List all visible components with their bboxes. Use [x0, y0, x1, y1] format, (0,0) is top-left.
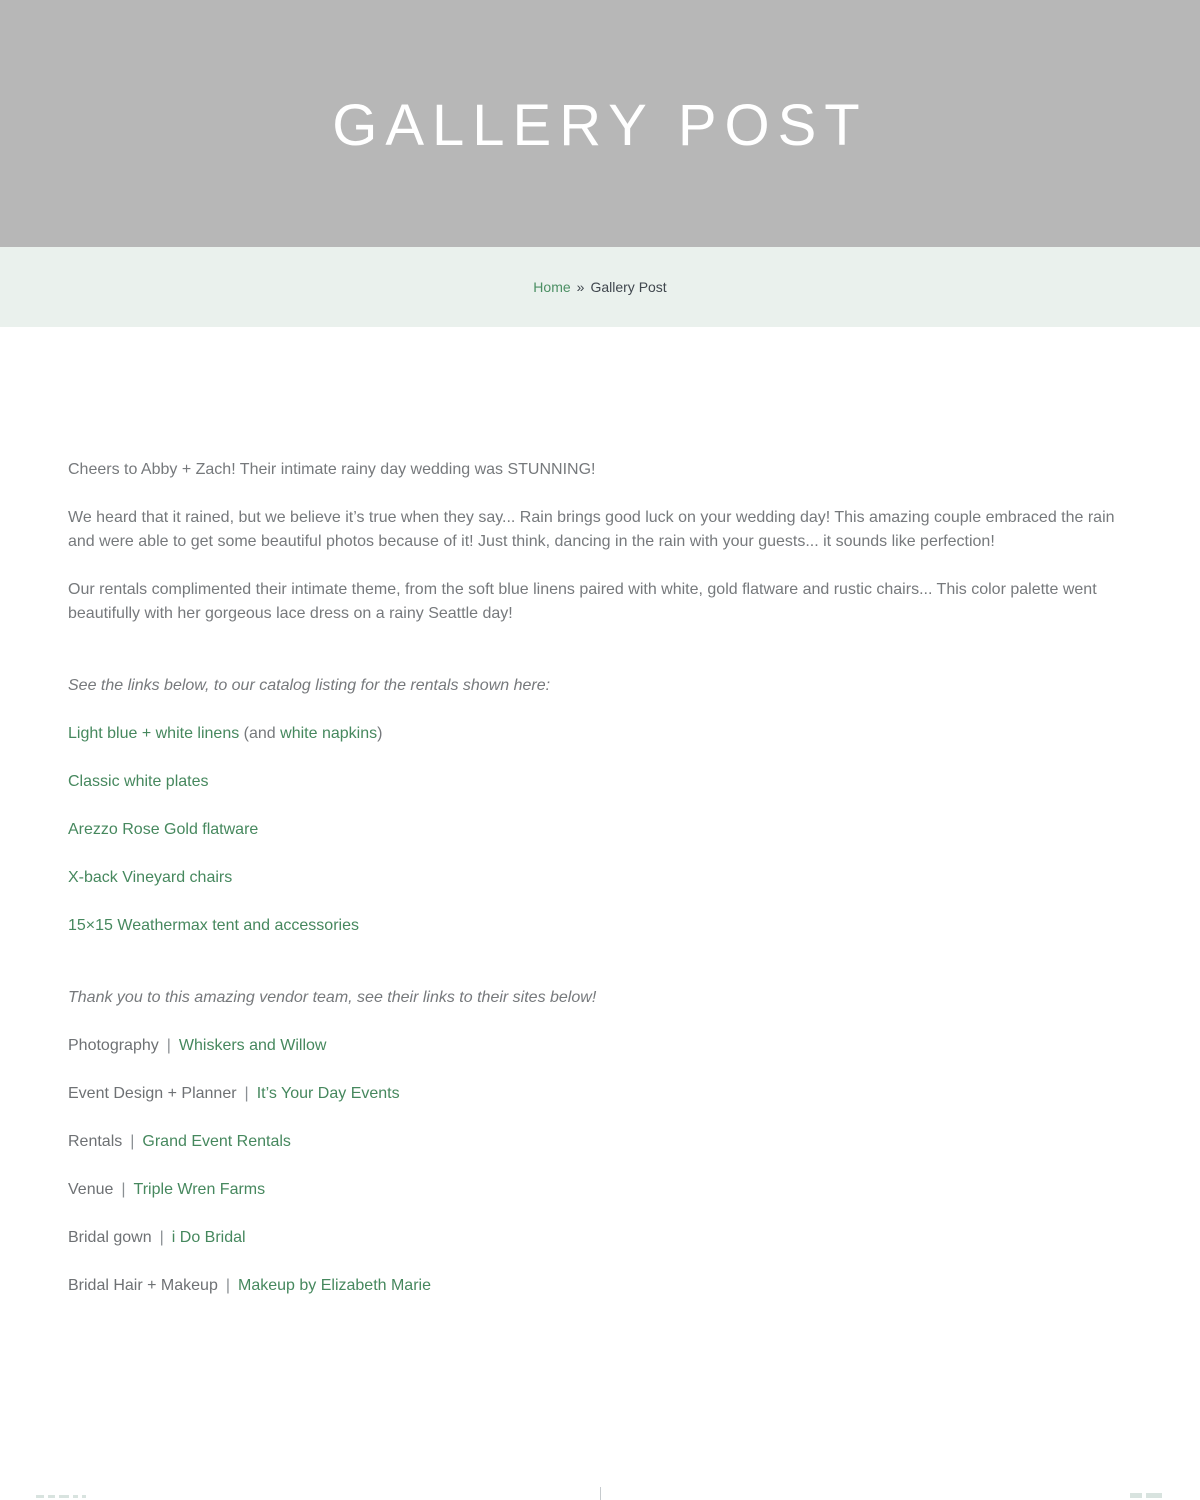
hero-banner — [0, 0, 1200, 247]
paragraph-rain: We heard that it rained, but we believe it’s true when they say... Rain brings good luck on your wedding day! This amazing couple embraced the rain and were able to get some beautiful photos because of it! Just think, dancing in the rain with your guests... it sounds like perfection! — [68, 509, 1115, 550]
breadcrumb-separator: » — [576, 279, 585, 295]
vendor-label: Photography — [68, 1037, 159, 1054]
vendor-label: Bridal Hair + Makeup — [68, 1277, 218, 1294]
vendor-separator: | — [159, 1229, 164, 1246]
footer-text-fragment-left — [36, 1495, 86, 1498]
link-classic-white-plates[interactable]: Classic white plates — [68, 773, 209, 790]
link-whiskers-and-willow[interactable]: Whiskers and Willow — [178, 1037, 327, 1054]
footer-divider-line — [600, 1487, 601, 1500]
link-triple-wren-farms[interactable]: Triple Wren Farms — [133, 1181, 266, 1198]
vendor-separator: | — [166, 1037, 171, 1054]
link-light-blue-white-linens[interactable]: Light blue + white linens — [68, 725, 240, 742]
vendor-label: Venue — [68, 1181, 114, 1198]
vendor-label: Rentals — [68, 1133, 123, 1150]
footer-text-fragment-right — [1130, 1493, 1162, 1498]
link-its-your-day-events[interactable]: It’s Your Day Events — [256, 1085, 400, 1102]
rental-link-row-flatware — [68, 818, 1132, 842]
breadcrumb — [0, 247, 1200, 327]
vendor-label: Bridal gown — [68, 1229, 152, 1246]
vendors-intro: Thank you to this amazing vendor team, see their links to their sites below! — [68, 989, 597, 1006]
page-title: GALLERY POST — [332, 93, 868, 158]
link-white-napkins[interactable]: white napkins — [280, 725, 378, 742]
link-i-do-bridal[interactable]: i Do Bridal — [171, 1229, 246, 1246]
rental-link-row-chairs — [68, 866, 1132, 890]
vendor-row-bridal-gown — [68, 1226, 1132, 1250]
vendor-separator: | — [244, 1085, 249, 1102]
rental-link-row-tent — [68, 914, 1132, 938]
vendor-row-photography — [68, 1034, 1132, 1058]
linens-and-text: (and — [239, 725, 281, 742]
vendor-row-rentals — [68, 1130, 1132, 1154]
link-grand-event-rentals[interactable]: Grand Event Rentals — [142, 1133, 291, 1150]
rental-link-row-plates — [68, 770, 1132, 794]
vendor-label: Event Design + Planner — [68, 1085, 237, 1102]
vendor-separator: | — [121, 1181, 126, 1198]
paragraph-cheers: Cheers to Abby + Zach! Their intimate rainy day wedding was STUNNING! — [68, 461, 596, 478]
breadcrumb-current: Gallery Post — [590, 279, 667, 295]
linens-close-paren: ) — [377, 725, 383, 742]
link-xback-vineyard-chairs[interactable]: X-back Vineyard chairs — [68, 869, 233, 886]
vendor-row-venue — [68, 1178, 1132, 1202]
paragraph-rentals: Our rentals complimented their intimate theme, from the soft blue linens paired with white, gold flatware and rustic chairs... This color palette went beautifully with her gorgeous lace dress on a rainy Seattle day! — [68, 581, 1097, 622]
vendor-row-planner — [68, 1082, 1132, 1106]
vendor-row-hair-makeup — [68, 1274, 1132, 1298]
article-body — [0, 327, 1200, 1298]
breadcrumb-home-link[interactable]: Home — [533, 279, 571, 295]
link-weathermax-tent[interactable]: 15×15 Weathermax tent and accessories — [68, 917, 359, 934]
rental-link-row-linens — [68, 722, 1132, 746]
link-makeup-by-elizabeth-marie[interactable]: Makeup by Elizabeth Marie — [238, 1277, 431, 1294]
rentals-intro: See the links below, to our catalog listing for the rentals shown here: — [68, 677, 551, 694]
vendor-separator: | — [225, 1277, 230, 1294]
link-arezzo-rose-gold-flatware[interactable]: Arezzo Rose Gold flatware — [68, 821, 259, 838]
vendor-separator: | — [130, 1133, 135, 1150]
